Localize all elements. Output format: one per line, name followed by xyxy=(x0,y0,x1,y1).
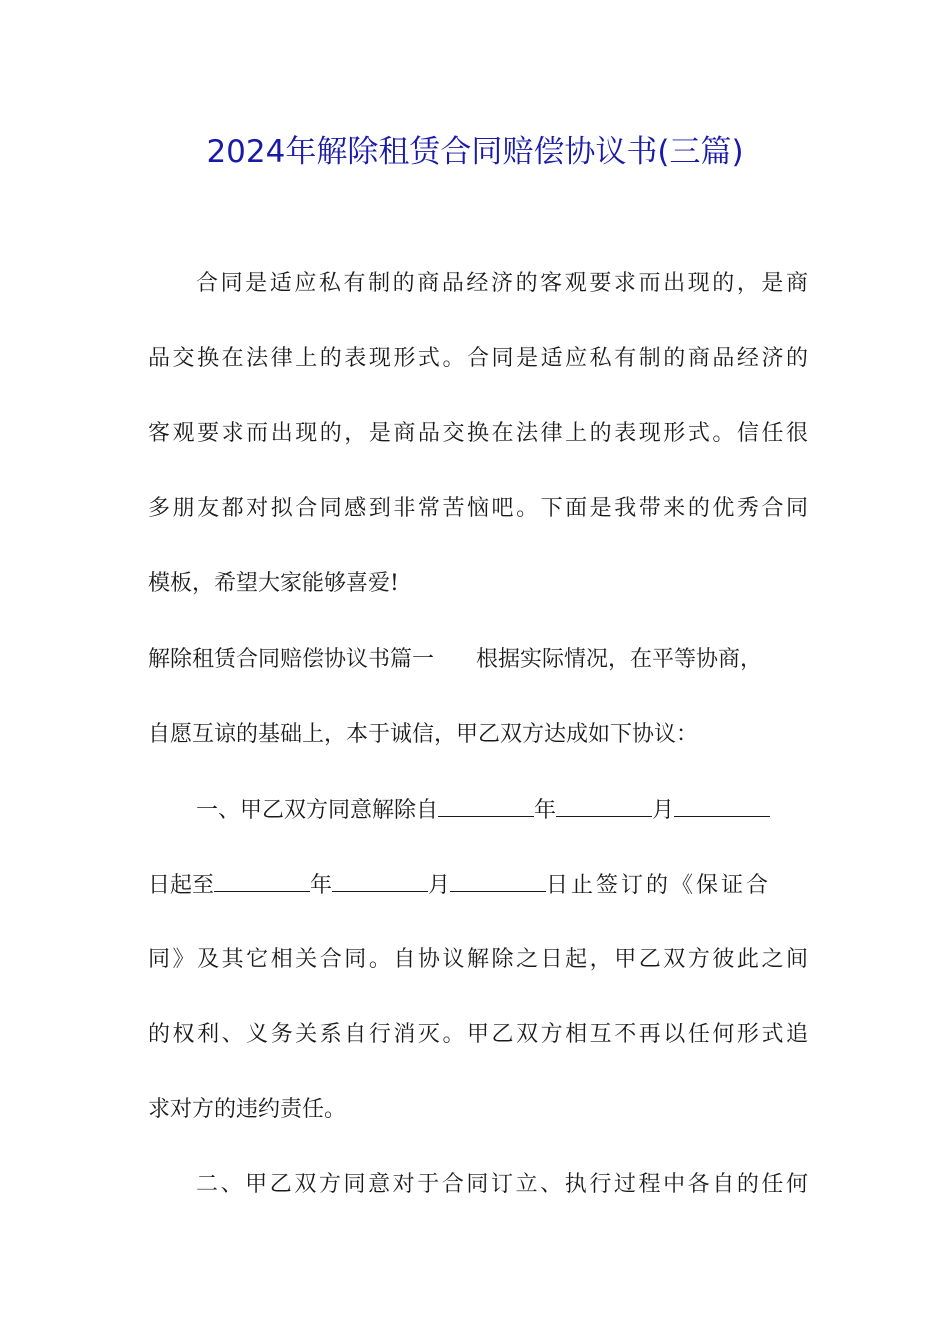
clause-1-line-1 xyxy=(196,794,808,827)
year-blank[interactable] xyxy=(438,794,534,817)
document-title: 2024年解除租赁合同赔偿协议书(三篇) xyxy=(206,134,744,170)
section-intro-first: 根据实际情况，在平等协商， xyxy=(476,647,763,672)
clause-1-line-2 xyxy=(148,869,808,902)
month-label: 月 xyxy=(652,798,675,823)
day-blank[interactable] xyxy=(674,794,770,817)
until-signed-text: 日止签订的《保证合 xyxy=(546,873,772,898)
year2-blank[interactable] xyxy=(214,869,310,892)
intro-line-3: 客观要求而出现的，是商品交换在法律上的表现形式。信任很 xyxy=(148,421,808,446)
clause-1-line-4: 的权利、义务关系自行消灭。甲乙双方相互不再以任何形式追 xyxy=(148,1022,808,1047)
clause-2-line-1: 二、甲乙双方同意对于合同订立、执行过程中各自的任何 xyxy=(196,1172,808,1197)
clause-1-line-3: 同》及其它相关合同。自协议解除之日起，甲乙双方彼此之间 xyxy=(148,947,808,972)
year2-label: 年 xyxy=(310,873,333,898)
month2-blank[interactable] xyxy=(332,869,428,892)
day2-blank[interactable] xyxy=(450,869,546,892)
section-heading: 解除租赁合同赔偿协议书篇一 xyxy=(148,647,435,672)
section-intro-second: 自愿互谅的基础上，本于诚信，甲乙双方达成如下协议： xyxy=(148,722,699,747)
clause-1-line-5: 求对方的违约责任。 xyxy=(148,1097,347,1122)
year-label: 年 xyxy=(534,798,557,823)
intro-line-1: 合同是适应私有制的商品经济的客观要求而出现的，是商 xyxy=(196,271,808,296)
intro-line-5: 模板，希望大家能够喜爱! xyxy=(148,571,399,596)
clause-1-prefix: 一、甲乙双方同意解除自 xyxy=(196,798,439,823)
intro-line-2: 品交换在法律上的表现形式。合同是适应私有制的商品经济的 xyxy=(148,346,808,371)
day-from-label: 日起至 xyxy=(148,873,215,898)
month-blank[interactable] xyxy=(556,794,652,817)
section-heading-line xyxy=(148,644,820,676)
intro-line-4: 多朋友都对拟合同感到非常苦恼吧。下面是我带来的优秀合同 xyxy=(148,496,808,521)
month2-label: 月 xyxy=(428,873,451,898)
